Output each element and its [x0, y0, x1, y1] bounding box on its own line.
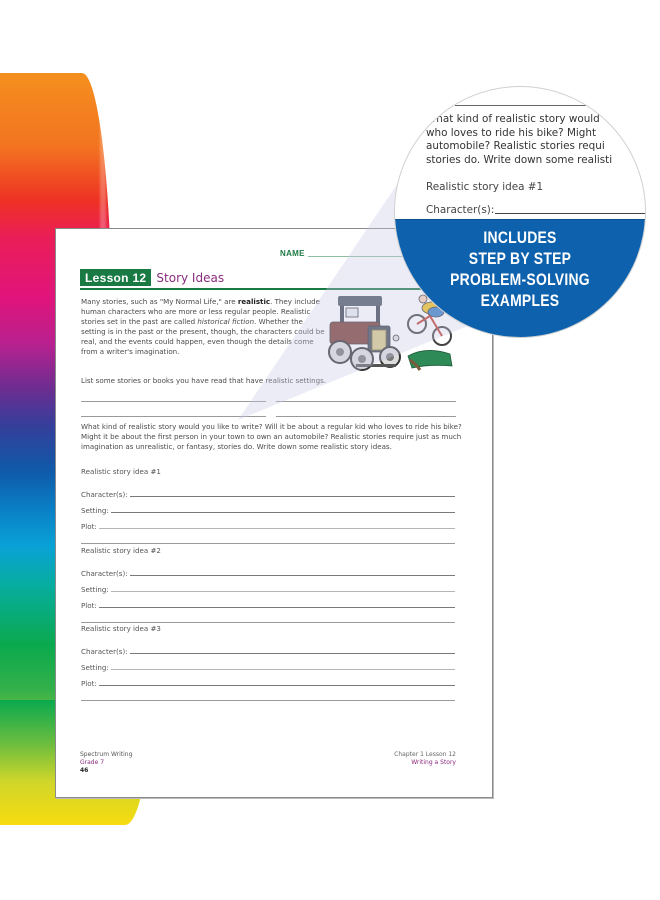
field-label: Setting: [81, 663, 109, 672]
magnified-answer-line [455, 105, 589, 106]
idea-title: Realistic story idea #2 [81, 546, 161, 555]
answer-line-extra[interactable] [81, 622, 455, 623]
answer-line[interactable] [99, 685, 455, 686]
list-prompt: List some stories or books you have read that have realistic settings. [81, 376, 327, 385]
magnified-answer-line [495, 213, 645, 214]
setting-field[interactable] [81, 499, 455, 515]
answer-line-list-2a[interactable] [81, 416, 266, 417]
story-idea-2 [81, 546, 455, 623]
magnified-characters-field [426, 204, 645, 216]
setting-field[interactable] [81, 578, 455, 594]
answer-line[interactable] [111, 669, 455, 670]
magnified-line: automobile? Realistic stories requi [426, 140, 605, 152]
plot-field[interactable] [81, 672, 455, 688]
characters-field[interactable] [81, 483, 455, 499]
lesson-title: Story Ideas [156, 270, 225, 285]
footer-chapter: Chapter 1 Lesson 12 [394, 751, 456, 758]
footer-page-number: 46 [80, 767, 89, 774]
answer-line[interactable] [99, 528, 455, 529]
answer-line-extra[interactable] [81, 700, 455, 701]
footer-subtitle: Writing a Story [411, 759, 456, 766]
field-label: Setting: [81, 585, 109, 594]
answer-line[interactable] [130, 575, 455, 576]
idea-title: Realistic story idea #3 [81, 624, 161, 633]
answer-line[interactable] [99, 607, 455, 608]
magnified-idea-title: Realistic story idea #1 [426, 181, 544, 193]
field-label: Plot: [81, 601, 97, 610]
callout-line: INCLUDES [483, 228, 557, 247]
magnified-line: who loves to ride his bike? Might [426, 126, 597, 139]
magnified-field-label: Character(s): [426, 204, 495, 216]
answer-line[interactable] [111, 512, 455, 513]
field-label: Plot: [81, 679, 97, 688]
plot-field[interactable] [81, 515, 455, 531]
callout-line: STEP BY STEP [468, 249, 572, 268]
answer-line-list-2b[interactable] [276, 416, 456, 417]
footer-grade: Grade 7 [80, 759, 105, 766]
name-label: NAME [280, 249, 305, 258]
plot-field[interactable] [81, 594, 455, 610]
idea-title: Realistic story idea #1 [81, 467, 161, 476]
lesson-badge: Lesson 12 [80, 269, 151, 286]
antique-car-icon [329, 296, 400, 370]
lesson-header [80, 269, 224, 286]
magnified-line: What kind of realistic story would [426, 113, 600, 125]
setting-field[interactable] [81, 656, 455, 672]
answer-line-list-1b[interactable] [276, 401, 456, 402]
answer-line-extra[interactable] [81, 543, 455, 544]
intro-text-3: . Whether the setting is in the past or the present, though, the characters could be real, and the events could happen, even though the details come from a writer's imagination. [81, 317, 325, 356]
answer-line[interactable] [130, 653, 455, 654]
ramp-icon [408, 350, 452, 370]
field-label: Character(s): [81, 569, 128, 578]
story-idea-3 [81, 624, 455, 701]
field-label: Setting: [81, 506, 109, 515]
characters-field[interactable] [81, 562, 455, 578]
intro-term-historical-fiction: historical fiction [197, 317, 255, 326]
footer-right [394, 751, 456, 767]
callout-text [418, 227, 623, 311]
footer-left [80, 751, 132, 775]
footer-book-title: Spectrum Writing [80, 751, 133, 758]
callout-line: PROBLEM-SOLVING [450, 270, 590, 289]
answer-line[interactable] [111, 591, 455, 592]
characters-field[interactable] [81, 640, 455, 656]
magnified-line: stories do. Write down some realisti [426, 153, 613, 166]
question-paragraph: What kind of realistic story would you like to write? Will it be about a regular kid who loves to ride his bike? Might it be about the first person in your town to own an automobile? Realistic stories require just as much imagination as unrealistic, or fantasy, stories do. Write down some realistic story ideas. [81, 422, 462, 451]
intro-term-realistic: realistic [237, 297, 271, 306]
magnifier-callout [394, 86, 646, 338]
callout-line: EXAMPLES [480, 291, 560, 310]
intro-paragraph [81, 297, 327, 357]
intro-text-1: Many stories, such as "My Normal Life," are [81, 297, 238, 306]
answer-line-list-1a[interactable] [81, 401, 266, 402]
magnified-question-text [426, 113, 646, 167]
answer-line[interactable] [130, 496, 455, 497]
field-label: Plot: [81, 522, 97, 531]
field-label: Character(s): [81, 647, 128, 656]
field-label: Character(s): [81, 490, 128, 499]
story-idea-1 [81, 467, 455, 544]
intro-text-2: . They include human characters who are more or less regular people. Realistic stories set in the past are called [81, 297, 320, 326]
